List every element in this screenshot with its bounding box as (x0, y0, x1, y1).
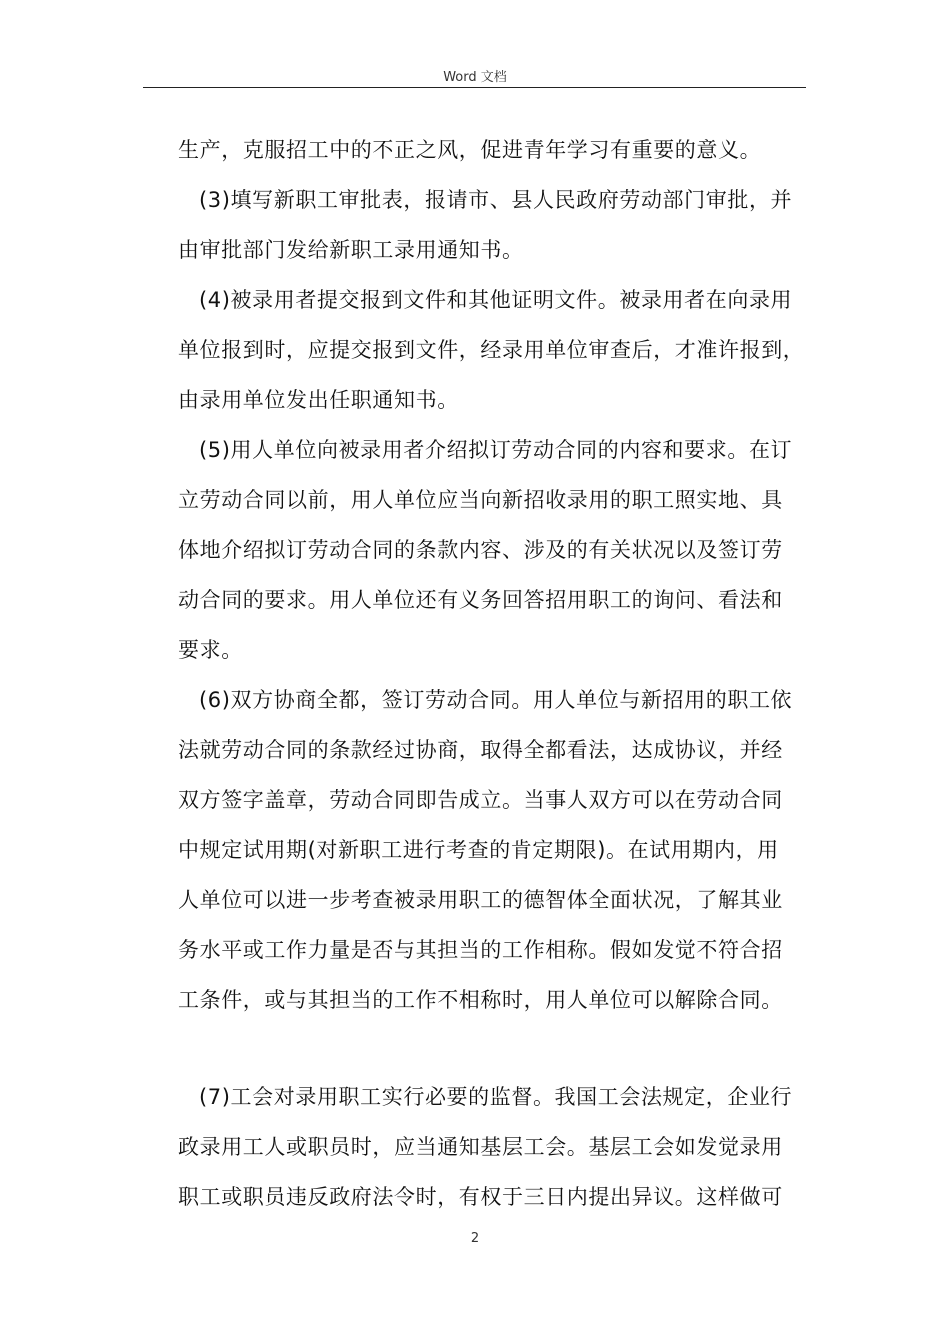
text-line: (6)双方协商全都，签订劳动合同。用人单位与新招用的职工依 (199, 688, 793, 712)
page-header-title: Word 文档 (443, 70, 507, 85)
text-line: (3)填写新职工审批表，报请市、县人民政府劳动部门审批，并 (199, 188, 793, 212)
text-line: (5)用人单位向被录用者介绍拟订劳动合同的内容和要求。在订 (199, 438, 793, 462)
text-line: 立劳动合同以前，用人单位应当向新招收录用的职工照实地、具 (178, 488, 783, 512)
text-line: 要求。 (178, 638, 243, 662)
text-line: 体地介绍拟订劳动合同的条款内容、涉及的有关状况以及签订劳 (178, 538, 783, 562)
text-line: 中规定试用期(对新职工进行考查的肯定期限)。在试用期内，用 (178, 838, 779, 862)
text-line: 动合同的要求。用人单位还有义务回答招用职工的询问、看法和 (178, 588, 783, 612)
text-line: 双方签字盖章，劳动合同即告成立。当事人双方可以在劳动合同 (178, 788, 783, 812)
text-line: (4)被录用者提交报到文件和其他证明文件。被录用者在向录用 (199, 288, 793, 312)
text-line: (7)工会对录用职工实行必要的监督。我国工会法规定，企业行 (199, 1085, 793, 1109)
page-number: 2 (470, 1231, 480, 1246)
text-line: 生产，克服招工中的不正之风，促进青年学习有重要的意义。 (178, 138, 762, 162)
text-line: 职工或职员违反政府法令时，有权于三日内提出异议。这样做可 (178, 1185, 783, 1209)
header-divider (143, 87, 806, 88)
text-line: 由录用单位发出任职通知书。 (178, 388, 459, 412)
text-line: 务水平或工作力量是否与其担当的工作相称。假如发觉不符合招 (178, 938, 783, 962)
text-line: 由审批部门发给新职工录用通知书。 (178, 238, 524, 262)
text-line: 工条件，或与其担当的工作不相称时，用人单位可以解除合同。 (178, 988, 783, 1012)
text-line: 政录用工人或职员时，应当通知基层工会。基层工会如发觉录用 (178, 1135, 783, 1159)
text-line: 单位报到时，应提交报到文件，经录用单位审查后，才准许报到， (178, 338, 805, 362)
text-line: 法就劳动合同的条款经过协商，取得全都看法，达成协议，并经 (178, 738, 783, 762)
text-line: 人单位可以进一步考查被录用职工的德智体全面状况，了解其业 (178, 888, 783, 912)
